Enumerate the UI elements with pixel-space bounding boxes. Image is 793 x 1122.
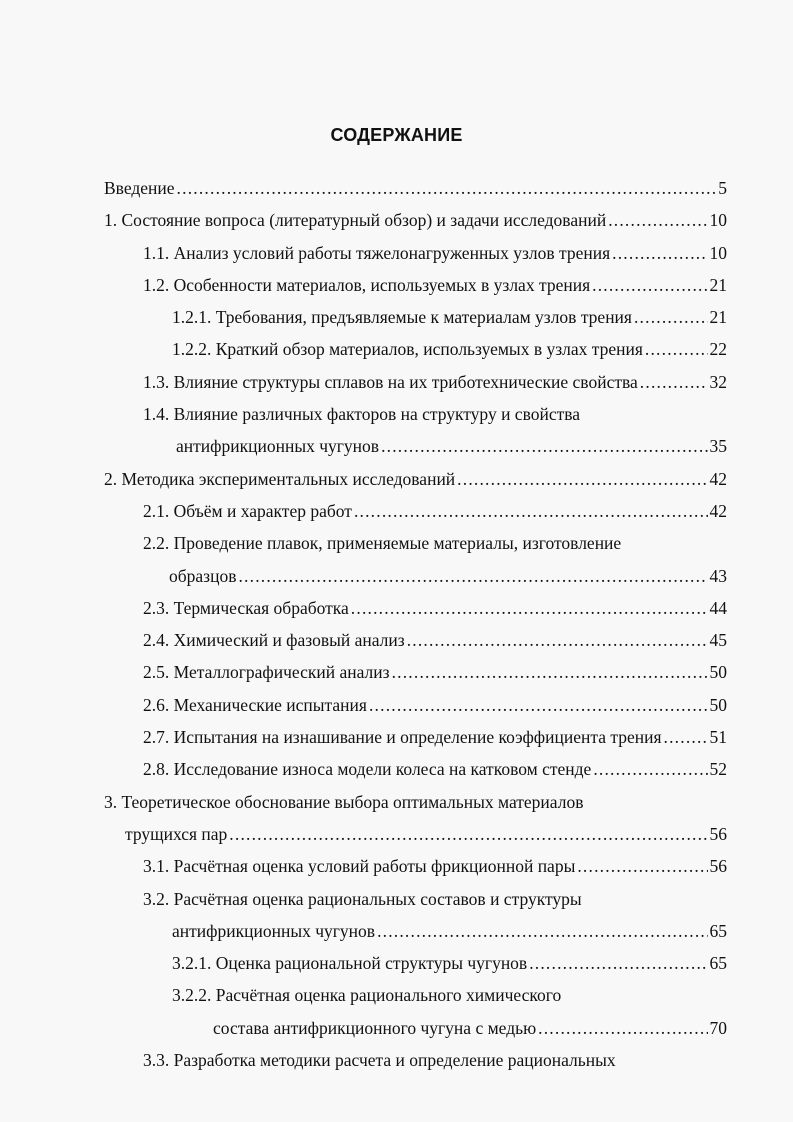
toc-entry-text: состава антифрикционного чугуна с медью <box>213 1017 537 1038</box>
leader-dots <box>369 693 708 717</box>
leader-dots <box>407 628 708 652</box>
toc-page-number: 21 <box>709 307 727 328</box>
toc-entry-text: 3.3. Разработка методики расчета и определение рациональных <box>143 1050 616 1071</box>
leader-dots <box>457 467 707 491</box>
leader-dots <box>538 1016 707 1040</box>
leader-dots <box>634 305 708 329</box>
toc-entry-text: 2.5. Металлографический анализ <box>143 662 390 683</box>
leader-dots <box>592 273 707 297</box>
toc-entry[interactable] <box>0 790 793 822</box>
toc-entry-text: 1.1. Анализ условий работы тяжелонагруженных узлов трения <box>143 242 611 263</box>
table-of-contents <box>0 176 793 1080</box>
toc-page-number: 51 <box>709 727 727 748</box>
toc-entry-text: 3.2. Расчётная оценка рациональных составов и структуры <box>143 888 582 909</box>
toc-entry-text: 1.3. Влияние структуры сплавов на их триботехнические свойства <box>143 371 638 392</box>
leader-dots <box>608 208 707 232</box>
leader-dots <box>177 176 717 200</box>
toc-entry[interactable] <box>0 854 793 886</box>
toc-entry-text: 1.4. Влияние различных факторов на структуру и свойства <box>143 404 581 425</box>
toc-entry[interactable] <box>0 1048 793 1080</box>
toc-page-number: 50 <box>709 662 727 683</box>
toc-entry-text: 1.2.2. Краткий обзор материалов, используемых в узлах трения <box>172 339 643 360</box>
toc-entry-text: трущихся пар <box>125 823 228 844</box>
toc-entry[interactable] <box>0 596 793 628</box>
toc-entry-text: 3.1. Расчётная оценка условий работы фрикционной пары <box>143 856 576 877</box>
toc-page-number: 50 <box>709 694 727 715</box>
toc-page-number: 65 <box>709 920 727 941</box>
toc-entry[interactable] <box>0 434 793 466</box>
toc-entry[interactable] <box>0 822 793 854</box>
toc-entry-text: 2.1. Объём и характер работ <box>143 500 352 521</box>
toc-entry-text: 2.4. Химический и фазовый анализ <box>143 630 405 651</box>
toc-page-number: 65 <box>709 953 727 974</box>
toc-entry[interactable] <box>0 564 793 596</box>
leader-dots <box>377 919 707 943</box>
toc-entry-text: 2.2. Проведение плавок, применяемые материалы, изготовление <box>143 533 622 554</box>
leader-dots <box>529 951 707 975</box>
toc-entry[interactable] <box>0 725 793 757</box>
toc-entry-text: 1. Состояние вопроса (литературный обзор) и задачи исследований <box>104 210 607 231</box>
toc-entry-text: антифрикционных чугунов <box>176 436 380 457</box>
toc-entry[interactable] <box>0 951 793 983</box>
toc-page-number: 21 <box>709 274 727 295</box>
toc-entry-text: антифрикционных чугунов <box>172 920 376 941</box>
toc-entry-text: образцов <box>169 565 237 586</box>
toc-entry-text: 2.3. Термическая обработка <box>143 597 349 618</box>
leader-dots <box>238 564 707 588</box>
toc-entry-text: 2.7. Испытания на изнашивание и определение коэффициента трения <box>143 727 662 748</box>
toc-page-number: 56 <box>709 856 727 877</box>
toc-entry-text: 2.6. Механические испытания <box>143 694 367 715</box>
toc-page-number: 32 <box>709 371 727 392</box>
leader-dots <box>640 370 708 394</box>
toc-page-number: 45 <box>709 630 727 651</box>
toc-entry-text: 3.2.2. Расчётная оценка рационального химического <box>172 985 562 1006</box>
toc-entry-text: 2.8. Исследование износа модели колеса на катковом стенде <box>143 759 592 780</box>
toc-page-number: 42 <box>709 468 727 489</box>
toc-page-number: 44 <box>709 597 727 618</box>
toc-page-number: 22 <box>709 339 727 360</box>
toc-entry[interactable] <box>0 983 793 1015</box>
leader-dots <box>381 434 707 458</box>
toc-entry[interactable] <box>0 1016 793 1048</box>
toc-entry[interactable] <box>0 757 793 789</box>
toc-entry[interactable] <box>0 628 793 660</box>
toc-page-number: 70 <box>709 1017 727 1038</box>
toc-page-number: 42 <box>709 500 727 521</box>
leader-dots <box>645 337 708 361</box>
toc-entry-text: 3.2.1. Оценка рациональной структуры чугунов <box>172 953 528 974</box>
toc-entry[interactable] <box>0 919 793 951</box>
toc-entry[interactable] <box>0 370 793 402</box>
toc-entry[interactable] <box>0 241 793 273</box>
leader-dots <box>577 854 707 878</box>
toc-entry[interactable] <box>0 693 793 725</box>
toc-entry-text: Введение <box>104 178 175 198</box>
toc-entry[interactable] <box>0 208 793 240</box>
toc-page-number: 10 <box>709 210 727 231</box>
toc-entry[interactable] <box>0 273 793 305</box>
leader-dots <box>612 241 707 265</box>
toc-page-number: 5 <box>718 178 727 198</box>
toc-entry[interactable] <box>0 176 793 208</box>
toc-entry[interactable] <box>0 402 793 434</box>
toc-entry[interactable] <box>0 660 793 692</box>
leader-dots <box>392 660 708 684</box>
toc-page-number: 10 <box>709 242 727 263</box>
leader-dots <box>354 499 708 523</box>
toc-entry-text: 1.2. Особенности материалов, используемых в узлах трения <box>143 274 591 295</box>
toc-page-number: 35 <box>709 436 727 457</box>
toc-entry[interactable] <box>0 305 793 337</box>
toc-entry[interactable] <box>0 337 793 369</box>
page-title: СОДЕРЖАНИЕ <box>330 125 463 145</box>
toc-entry-text: 3. Теоретическое обоснование выбора оптимальных материалов <box>104 791 584 812</box>
leader-dots <box>593 757 707 781</box>
leader-dots <box>229 822 707 846</box>
toc-entry[interactable] <box>0 499 793 531</box>
toc-entry-text: 2. Методика экспериментальных исследований <box>104 468 456 489</box>
toc-page-number: 43 <box>709 565 727 586</box>
toc-entry[interactable] <box>0 467 793 499</box>
toc-page-number: 52 <box>709 759 727 780</box>
toc-entry[interactable] <box>0 531 793 563</box>
toc-entry[interactable] <box>0 887 793 919</box>
leader-dots <box>351 596 708 620</box>
leader-dots <box>664 725 708 749</box>
toc-page-number: 56 <box>709 823 727 844</box>
toc-entry-text: 1.2.1. Требования, предъявляемые к материалам узлов трения <box>172 307 632 328</box>
